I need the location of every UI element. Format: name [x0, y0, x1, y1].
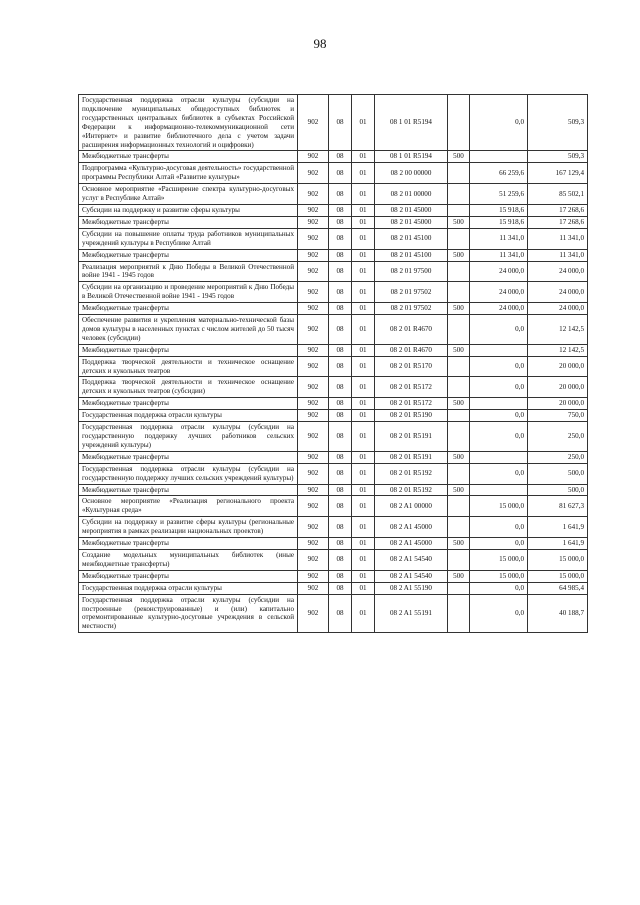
target-article-code: 08 2 01 R5191: [375, 422, 448, 452]
table-row: [79, 356, 588, 377]
amount-year-1: 0,0: [470, 538, 528, 550]
subsection-code: 01: [352, 549, 375, 570]
table-row: [79, 184, 588, 205]
amount-year-1: [470, 151, 528, 163]
target-article-code: 08 2 01 00000: [375, 184, 448, 205]
expense-type-code: [448, 422, 470, 452]
amount-year-2: 12 142,5: [528, 315, 588, 345]
amount-year-1: 0,0: [470, 422, 528, 452]
table-row: [79, 95, 588, 151]
expense-type-code: [448, 582, 470, 594]
admin-code: 902: [298, 582, 329, 594]
table-row: [79, 570, 588, 582]
admin-code: 902: [298, 249, 329, 261]
amount-year-2: 1 641,9: [528, 517, 588, 538]
expense-type-code: [448, 163, 470, 184]
table-row: [79, 216, 588, 228]
expense-type-code: [448, 228, 470, 249]
expense-type-code: [448, 463, 470, 484]
amount-year-1: 0,0: [470, 517, 528, 538]
budget-item-name: Государственная поддержка отрасли культуры (субсидии на государственную поддержку лучших работников сельских учреждений культуры): [79, 422, 298, 452]
amount-year-1: 15 000,0: [470, 570, 528, 582]
admin-code: 902: [298, 356, 329, 377]
admin-code: 902: [298, 282, 329, 303]
budget-item-name: Основное мероприятие «Расширение спектра культурно-досуговых услуг в Республике Алтай»: [79, 184, 298, 205]
expense-type-code: 500: [448, 216, 470, 228]
expense-type-code: [448, 377, 470, 398]
subsection-code: 01: [352, 463, 375, 484]
table-row: [79, 228, 588, 249]
section-code: 08: [329, 282, 352, 303]
admin-code: 902: [298, 422, 329, 452]
section-code: 08: [329, 570, 352, 582]
amount-year-2: 500,0: [528, 463, 588, 484]
expense-type-code: [448, 204, 470, 216]
section-code: 08: [329, 151, 352, 163]
target-article-code: 08 2 00 00000: [375, 163, 448, 184]
subsection-code: 01: [352, 570, 375, 582]
section-code: 08: [329, 315, 352, 345]
amount-year-2: 24 000,0: [528, 303, 588, 315]
table-row: [79, 249, 588, 261]
target-article-code: 08 2 A1 54540: [375, 549, 448, 570]
table-row: [79, 451, 588, 463]
amount-year-1: 0,0: [470, 377, 528, 398]
section-code: 08: [329, 204, 352, 216]
budget-item-name: Обеспечение развития и укрепления материально-технической базы домов культуры в населенных пунктах с числом жителей до 50 тысяч человек (субсидии): [79, 315, 298, 345]
target-article-code: 08 2 A1 00000: [375, 496, 448, 517]
admin-code: 902: [298, 303, 329, 315]
target-article-code: 08 2 01 45000: [375, 204, 448, 216]
subsection-code: 01: [352, 303, 375, 315]
amount-year-2: 12 142,5: [528, 344, 588, 356]
expense-type-code: [448, 184, 470, 205]
subsection-code: 01: [352, 151, 375, 163]
section-code: 08: [329, 410, 352, 422]
section-code: 08: [329, 228, 352, 249]
section-code: 08: [329, 163, 352, 184]
table-row: [79, 422, 588, 452]
amount-year-2: 64 985,4: [528, 582, 588, 594]
amount-year-1: 0,0: [470, 594, 528, 633]
subsection-code: 01: [352, 484, 375, 496]
admin-code: 902: [298, 261, 329, 282]
target-article-code: 08 2 01 R5192: [375, 484, 448, 496]
budget-item-name: Основное мероприятие «Реализация регионального проекта «Культурная среда»: [79, 496, 298, 517]
section-code: 08: [329, 484, 352, 496]
amount-year-1: 0,0: [470, 315, 528, 345]
subsection-code: 01: [352, 594, 375, 633]
table-row: [79, 282, 588, 303]
budget-item-name: Субсидии на поддержку и развитие сферы культуры: [79, 204, 298, 216]
amount-year-2: 500,0: [528, 484, 588, 496]
budget-item-name: Межбюджетные трансферты: [79, 451, 298, 463]
target-article-code: 08 2 01 45100: [375, 228, 448, 249]
expense-type-code: [448, 549, 470, 570]
section-code: 08: [329, 538, 352, 550]
table-row: [79, 463, 588, 484]
subsection-code: 01: [352, 95, 375, 151]
admin-code: 902: [298, 410, 329, 422]
budget-item-name: Поддержка творческой деятельности и техническое оснащение детских и кукольных театров (субсидии): [79, 377, 298, 398]
budget-item-name: Межбюджетные трансферты: [79, 303, 298, 315]
table-row: [79, 484, 588, 496]
amount-year-2: 11 341,0: [528, 228, 588, 249]
section-code: 08: [329, 463, 352, 484]
amount-year-1: 11 341,0: [470, 228, 528, 249]
admin-code: 902: [298, 570, 329, 582]
table-row: [79, 163, 588, 184]
admin-code: 902: [298, 163, 329, 184]
budget-item-name: Государственная поддержка отрасли культуры: [79, 410, 298, 422]
section-code: 08: [329, 216, 352, 228]
budget-item-name: Межбюджетные трансферты: [79, 484, 298, 496]
admin-code: 902: [298, 484, 329, 496]
section-code: 08: [329, 517, 352, 538]
amount-year-2: 509,3: [528, 151, 588, 163]
expense-type-code: [448, 356, 470, 377]
amount-year-1: 24 000,0: [470, 282, 528, 303]
subsection-code: 01: [352, 517, 375, 538]
section-code: 08: [329, 377, 352, 398]
expense-type-code: [448, 282, 470, 303]
expense-type-code: [448, 594, 470, 633]
amount-year-1: 0,0: [470, 356, 528, 377]
amount-year-1: 24 000,0: [470, 303, 528, 315]
expense-type-code: [448, 410, 470, 422]
admin-code: 902: [298, 344, 329, 356]
budget-item-name: Государственная поддержка отрасли культуры: [79, 582, 298, 594]
target-article-code: 08 2 A1 55190: [375, 582, 448, 594]
amount-year-1: [470, 484, 528, 496]
amount-year-2: 15 000,0: [528, 549, 588, 570]
amount-year-2: 85 502,1: [528, 184, 588, 205]
admin-code: 902: [298, 451, 329, 463]
subsection-code: 01: [352, 410, 375, 422]
subsection-code: 01: [352, 216, 375, 228]
amount-year-2: 15 000,0: [528, 570, 588, 582]
table-row: [79, 151, 588, 163]
target-article-code: 08 2 01 97500: [375, 261, 448, 282]
subsection-code: 01: [352, 344, 375, 356]
budget-item-name: Подпрограмма «Культурно-досуговая деятельность» государственной программы Республики Алтай «Развитие культуры»: [79, 163, 298, 184]
target-article-code: 08 1 01 R5194: [375, 151, 448, 163]
amount-year-1: [470, 451, 528, 463]
admin-code: 902: [298, 151, 329, 163]
amount-year-1: 0,0: [470, 463, 528, 484]
admin-code: 902: [298, 594, 329, 633]
budget-item-name: Поддержка творческой деятельности и техническое оснащение детских и кукольных театров: [79, 356, 298, 377]
table-row: [79, 261, 588, 282]
table-row: [79, 204, 588, 216]
section-code: 08: [329, 594, 352, 633]
target-article-code: 08 2 01 R5172: [375, 377, 448, 398]
budget-item-name: Межбюджетные трансферты: [79, 538, 298, 550]
table-row: [79, 582, 588, 594]
budget-item-name: Государственная поддержка отрасли культуры (субсидии на построенные (реконструированные) и (или) капитально отремонтированные культурно-досуговые учреждения в сельской местности): [79, 594, 298, 633]
amount-year-1: 15 000,0: [470, 549, 528, 570]
amount-year-1: 15 000,0: [470, 496, 528, 517]
table-row: [79, 315, 588, 345]
expense-type-code: 500: [448, 538, 470, 550]
expense-type-code: [448, 496, 470, 517]
section-code: 08: [329, 261, 352, 282]
table-row: [79, 594, 588, 633]
expense-type-code: 500: [448, 570, 470, 582]
admin-code: 902: [298, 549, 329, 570]
admin-code: 902: [298, 216, 329, 228]
amount-year-2: 250,0: [528, 451, 588, 463]
expense-type-code: 500: [448, 484, 470, 496]
amount-year-1: 15 918,6: [470, 204, 528, 216]
amount-year-2: 17 268,6: [528, 204, 588, 216]
subsection-code: 01: [352, 398, 375, 410]
admin-code: 902: [298, 315, 329, 345]
budget-table-body: [79, 95, 588, 633]
section-code: 08: [329, 344, 352, 356]
admin-code: 902: [298, 398, 329, 410]
budget-item-name: Создание модельных муниципальных библиотек (иные межбюджетные трансферты): [79, 549, 298, 570]
section-code: 08: [329, 303, 352, 315]
section-code: 08: [329, 451, 352, 463]
section-code: 08: [329, 549, 352, 570]
budget-item-name: Межбюджетные трансферты: [79, 151, 298, 163]
subsection-code: 01: [352, 422, 375, 452]
amount-year-1: 0,0: [470, 95, 528, 151]
amount-year-2: 24 000,0: [528, 261, 588, 282]
amount-year-1: [470, 398, 528, 410]
budget-item-name: Межбюджетные трансферты: [79, 398, 298, 410]
subsection-code: 01: [352, 184, 375, 205]
section-code: 08: [329, 496, 352, 517]
target-article-code: 08 2 01 R5192: [375, 463, 448, 484]
target-article-code: 08 2 01 R4670: [375, 315, 448, 345]
target-article-code: 08 2 01 97502: [375, 282, 448, 303]
table-row: [79, 303, 588, 315]
subsection-code: 01: [352, 282, 375, 303]
table-row: [79, 344, 588, 356]
amount-year-2: 81 627,3: [528, 496, 588, 517]
subsection-code: 01: [352, 538, 375, 550]
admin-code: 902: [298, 538, 329, 550]
expense-type-code: [448, 261, 470, 282]
amount-year-2: 11 341,0: [528, 249, 588, 261]
amount-year-2: 167 129,4: [528, 163, 588, 184]
target-article-code: 08 2 A1 55191: [375, 594, 448, 633]
amount-year-2: 20 000,0: [528, 356, 588, 377]
expense-type-code: [448, 315, 470, 345]
table-row: [79, 410, 588, 422]
target-article-code: 08 1 01 R5194: [375, 95, 448, 151]
amount-year-2: 250,0: [528, 422, 588, 452]
amount-year-1: 0,0: [470, 582, 528, 594]
target-article-code: 08 2 01 R4670: [375, 344, 448, 356]
budget-item-name: Межбюджетные трансферты: [79, 344, 298, 356]
subsection-code: 01: [352, 582, 375, 594]
amount-year-2: 20 000,0: [528, 398, 588, 410]
budget-item-name: Субсидии на организацию и проведение мероприятий к Дню Победы в Великой Отечественной войне 1941 - 1945 годов: [79, 282, 298, 303]
admin-code: 902: [298, 95, 329, 151]
page-number: 98: [313, 36, 327, 51]
expense-type-code: 500: [448, 303, 470, 315]
amount-year-1: 11 341,0: [470, 249, 528, 261]
section-code: 08: [329, 184, 352, 205]
table-row: [79, 538, 588, 550]
amount-year-1: [470, 344, 528, 356]
section-code: 08: [329, 95, 352, 151]
expense-type-code: 500: [448, 451, 470, 463]
table-row: [79, 549, 588, 570]
section-code: 08: [329, 398, 352, 410]
target-article-code: 08 2 01 R5190: [375, 410, 448, 422]
target-article-code: 08 2 01 97502: [375, 303, 448, 315]
subsection-code: 01: [352, 377, 375, 398]
expense-type-code: [448, 517, 470, 538]
budget-item-name: Межбюджетные трансферты: [79, 216, 298, 228]
table-row: [79, 377, 588, 398]
subsection-code: 01: [352, 496, 375, 517]
amount-year-1: 0,0: [470, 410, 528, 422]
budget-item-name: Межбюджетные трансферты: [79, 570, 298, 582]
amount-year-1: 51 259,6: [470, 184, 528, 205]
subsection-code: 01: [352, 204, 375, 216]
expense-type-code: [448, 95, 470, 151]
target-article-code: 08 2 01 45100: [375, 249, 448, 261]
subsection-code: 01: [352, 163, 375, 184]
admin-code: 902: [298, 463, 329, 484]
amount-year-2: 40 188,7: [528, 594, 588, 633]
target-article-code: 08 2 01 45000: [375, 216, 448, 228]
admin-code: 902: [298, 228, 329, 249]
budget-table: [78, 94, 588, 633]
subsection-code: 01: [352, 451, 375, 463]
table-row: [79, 496, 588, 517]
expense-type-code: 500: [448, 249, 470, 261]
expense-type-code: 500: [448, 398, 470, 410]
budget-item-name: Реализация мероприятий к Дню Победы в Великой Отечественной войне 1941 - 1945 годов: [79, 261, 298, 282]
budget-item-name: Субсидии на поддержку и развитие сферы культуры (региональные мероприятия в рамках реализации национальных проектов): [79, 517, 298, 538]
table-row: [79, 517, 588, 538]
amount-year-2: 24 000,0: [528, 282, 588, 303]
subsection-code: 01: [352, 315, 375, 345]
admin-code: 902: [298, 184, 329, 205]
amount-year-1: 15 918,6: [470, 216, 528, 228]
section-code: 08: [329, 582, 352, 594]
amount-year-2: 17 268,6: [528, 216, 588, 228]
table-row: [79, 398, 588, 410]
amount-year-1: 24 000,0: [470, 261, 528, 282]
amount-year-1: 66 259,6: [470, 163, 528, 184]
admin-code: 902: [298, 377, 329, 398]
target-article-code: 08 2 01 R5191: [375, 451, 448, 463]
budget-item-name: Межбюджетные трансферты: [79, 249, 298, 261]
target-article-code: 08 2 A1 45000: [375, 517, 448, 538]
subsection-code: 01: [352, 261, 375, 282]
amount-year-2: 750,0: [528, 410, 588, 422]
section-code: 08: [329, 422, 352, 452]
subsection-code: 01: [352, 228, 375, 249]
target-article-code: 08 2 A1 45000: [375, 538, 448, 550]
subsection-code: 01: [352, 356, 375, 377]
budget-item-name: Государственная поддержка отрасли культуры (субсидии на подключение муниципальных общедоступных библиотек и государственных центральных библиотек в субъектах Российской Федерации к информационно-телекоммуникационной сети «Интернет» и развитие библиотечного дела с учетом задачи расширения информационных технологий и оцифровки): [79, 95, 298, 151]
budget-item-name: Государственная поддержка отрасли культуры (субсидии на государственную поддержку лучших сельских учреждений культуры): [79, 463, 298, 484]
subsection-code: 01: [352, 249, 375, 261]
target-article-code: 08 2 A1 54540: [375, 570, 448, 582]
target-article-code: 08 2 01 R5170: [375, 356, 448, 377]
expense-type-code: 500: [448, 344, 470, 356]
amount-year-2: 509,3: [528, 95, 588, 151]
admin-code: 902: [298, 496, 329, 517]
section-code: 08: [329, 356, 352, 377]
admin-code: 902: [298, 204, 329, 216]
target-article-code: 08 2 01 R5172: [375, 398, 448, 410]
section-code: 08: [329, 249, 352, 261]
budget-item-name: Субсидии на повышение оплаты труда работников муниципальных учреждений культуры в Республике Алтай: [79, 228, 298, 249]
expense-type-code: 500: [448, 151, 470, 163]
admin-code: 902: [298, 517, 329, 538]
amount-year-2: 20 000,0: [528, 377, 588, 398]
amount-year-2: 1 641,9: [528, 538, 588, 550]
